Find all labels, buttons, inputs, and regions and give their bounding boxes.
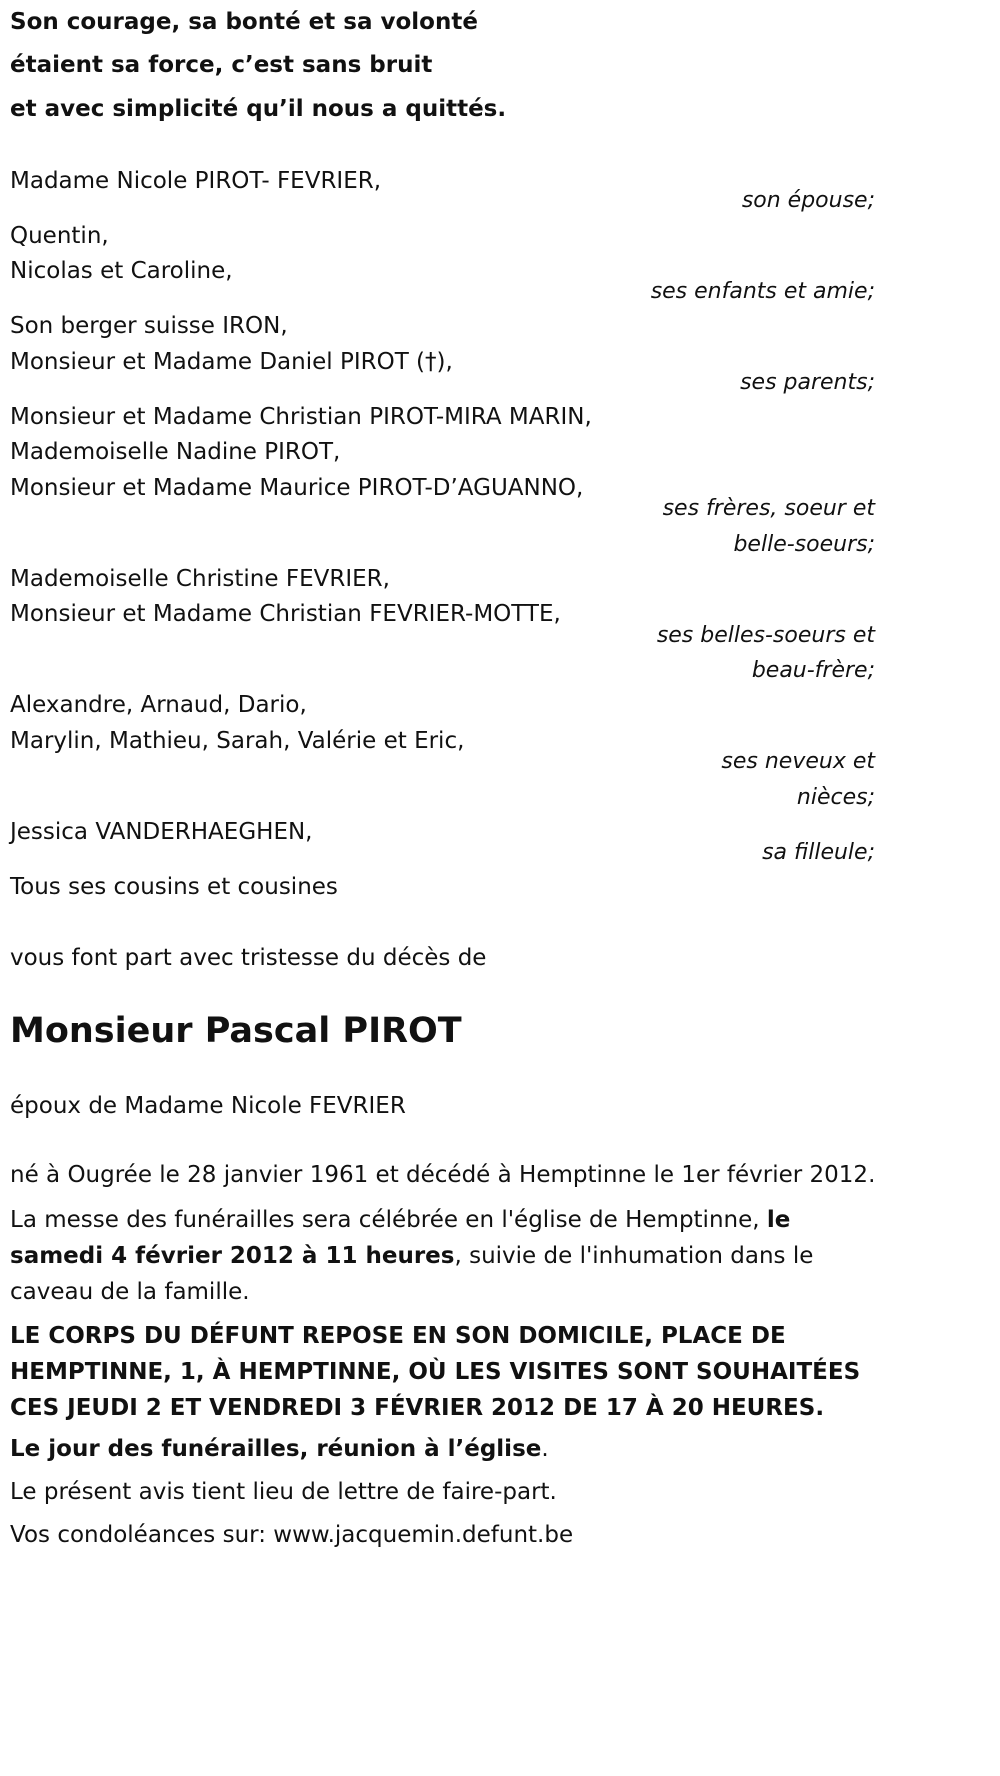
funeral-prefix: La messe des funérailles sera célébrée en l'église de Hemptinne, xyxy=(10,1207,767,1233)
relation-label: ses belles-soeurs et xyxy=(656,623,875,648)
meeting-paragraph xyxy=(10,1431,875,1467)
spouse-line: époux de Madame Nicole FEVRIER xyxy=(10,1093,406,1119)
family-line: Alexandre, Arnaud, Dario, xyxy=(10,692,307,718)
relation-label: beau-frère; xyxy=(751,658,875,683)
family-line: Monsieur et Madame Daniel PIROT (†), xyxy=(10,349,453,375)
family-line: Jessica VANDERHAEGHEN, xyxy=(10,819,313,845)
notice-line: Le présent avis tient lieu de lettre de faire-part. xyxy=(10,1479,557,1505)
epigraph-line: Son courage, sa bonté et sa volonté xyxy=(10,9,478,35)
funeral-paragraph xyxy=(10,1202,875,1310)
family-line-cousins: Tous ses cousins et cousines xyxy=(10,874,338,900)
family-line: Mademoiselle Nadine PIROT, xyxy=(10,439,341,465)
epigraph-line: étaient sa force, c’est sans bruit xyxy=(10,52,433,78)
epigraph-line: et avec simplicité qu’il nous a quittés. xyxy=(10,96,507,122)
deceased-name: Monsieur Pascal PIROT xyxy=(10,1011,462,1051)
relation-label: ses frères, soeur et xyxy=(662,496,875,521)
meeting-suffix: . xyxy=(541,1436,549,1462)
family-line: Monsieur et Madame Maurice PIROT-D’AGUANNO, xyxy=(10,475,584,501)
relation-label: ses enfants et amie; xyxy=(650,279,875,304)
relation-label: nièces; xyxy=(796,785,875,810)
funeral-suffix: , suivie de l'inhumation dans le caveau de la famille. xyxy=(10,1243,814,1305)
relation-label: ses neveux et xyxy=(721,749,875,774)
birth-death-line: né à Ougrée le 28 janvier 1961 et décédé à Hemptinne le 1er février 2012. xyxy=(10,1162,876,1188)
family-line: Monsieur et Madame Christian FEVRIER-MOTTE, xyxy=(10,601,561,627)
family-line: Madame Nicole PIROT- FEVRIER, xyxy=(10,168,382,194)
family-line: Son berger suisse IRON, xyxy=(10,313,288,339)
visits-paragraph: LE CORPS DU DÉFUNT REPOSE EN SON DOMICILE, PLACE DE HEMPTINNE, 1, À HEMPTINNE, OÙ LES VISITES SONT SOUHAITÉES CES JEUDI 2 ET VENDREDI 3 FÉVRIER 2012 DE 17 À 20 HEURES. xyxy=(10,1323,861,1421)
meeting-text: Le jour des funérailles, réunion à l’église xyxy=(10,1436,542,1462)
family-line: Marylin, Mathieu, Sarah, Valérie et Eric, xyxy=(10,728,465,754)
family-line: Mademoiselle Christine FEVRIER, xyxy=(10,566,390,592)
relation-label: sa filleule; xyxy=(762,840,875,865)
announcement: vous font part avec tristesse du décès de xyxy=(10,945,487,971)
relation-label: belle-soeurs; xyxy=(733,532,875,557)
relation-label: ses parents; xyxy=(740,370,875,395)
funeral-date: le samedi 4 février 2012 à 11 heures xyxy=(10,1207,791,1269)
family-line: Nicolas et Caroline, xyxy=(10,258,233,284)
condolences-line: Vos condoléances sur: www.jacquemin.defunt.be xyxy=(10,1522,574,1548)
relation-label: son épouse; xyxy=(741,188,875,213)
family-line: Monsieur et Madame Christian PIROT-MIRA MARIN, xyxy=(10,404,592,430)
family-line: Quentin, xyxy=(10,223,109,249)
